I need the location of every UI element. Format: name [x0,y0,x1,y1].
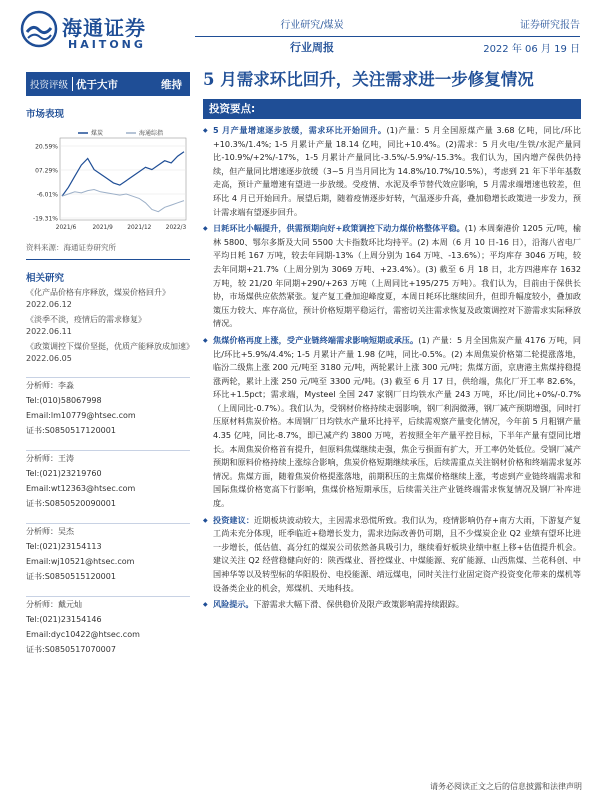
analyst-email[interactable]: Email:wt12363@htsec.com [26,484,136,493]
chart-y-tick-label: 20.59% [35,143,58,151]
key-point [203,598,581,612]
chart-series-line [62,152,184,196]
analyst-cert: 证书:S0850520090001 [26,499,116,508]
sidebar-divider [26,259,190,260]
analyst-card [26,596,190,657]
analyst-tel: Tel:(021)23219760 [26,469,102,478]
report-date: 2022 年 06 月 19 日 [483,44,580,55]
related-research-list [26,286,194,365]
analyst-tel: Tel:(021)23154146 [26,615,102,624]
report-title: 5 月需求环比回升，关注需求进一步修复情况 [203,70,534,89]
analyst-name: 分析师：吴杰 [26,527,74,536]
key-point-text: 近期板块波动较大，主因需求恐慌所致。我们认为，疫情影响仍存+南方大雨，下游复产复工尚未充分体现，旺季临近+稳增长发力，需求边际改善仍可期，且不少煤炭企业 Q2 业绩有望环比进一步增长，低估值、高分红的煤炭公司依然备具吸引力，继续看好板块业绩中枢上移+估值提升机会。建议关注 Q2 经营稳健向好的：陕西煤业、晋控煤业、中煤能源、兖矿能源、山西焦煤、兰花科创、中国神华等以及转型标的华阳股份、电投能源、靖远煤电，同时关注行业固定资产投资变化带来的煤机等设备类企业的机会，郑煤机、天地科技。 [213,514,581,593]
chart-legend-label: 煤炭 [91,130,104,137]
chart-legend-label: 海通综指 [139,130,164,137]
related-item[interactable] [26,340,194,365]
haitong-logo-icon [20,10,58,48]
report-category: 行业研究/煤炭 [280,20,344,31]
related-item-title[interactable]: 《化产品价格有序释放，煤炭价格回升》 [26,288,170,297]
analyst-tel: Tel:(010)58067998 [26,396,102,405]
analyst-cert: 证书:S0850517120001 [26,426,116,435]
chart-frame [60,138,186,220]
key-point-text: (1) 本周秦港价 1205 元/吨，榆林 5800、鄂尔多斯及大同 5500 大卡指数环比均持平。(2) 本周（6 月 10 日-16 日），沿海八省电厂平均日耗 167 万吨，较去年同期-13%（上周分别为 164 万吨、-13.6%）；平均库存 3046 万吨，较去年同期+21.7%（上周分别为 3069 万吨、+23.4%）。(3) 截至 6 月 18 日，北方四港库存 1632 万吨，较 21/20 年同期+290/+263 万吨（上周同比+195/275 万吨）。我们认为，目前由于保供长协，市场煤供应依然紧张。复产复工叠加迎峰度夏，本周日耗环比继续回升，但即升幅度较小，叠加政策压力较大、库存高位，预计价格短期平稳运行，需密切关注需求恢复及政策调控对下游需求实际释放情况。 [213,223,581,329]
key-point-lead: 5 月产量增速逐步放缓，需求环比开始回升。 [213,125,387,135]
rating-label: 投资评级 [30,80,69,91]
rating-bar [26,72,190,96]
analyst-email[interactable]: Email:lm10779@htsec.com [26,411,136,420]
analyst-name: 分析师：王涛 [26,454,74,463]
related-item[interactable] [26,313,190,338]
rating-separator [72,77,73,91]
sidebar [26,72,194,657]
chart-y-tick-label: -6.01% [36,191,58,199]
analyst-name: 分析师：李淼 [26,381,74,390]
key-point-text: 下游需求大幅下滑、保供稳价及限产政策影响需持续跟踪。 [253,599,464,610]
key-point-lead: 日耗环比小幅提升，供需预期向好+政策调控下动力煤价格整体平稳。 [213,223,465,234]
related-item-title[interactable]: 《政策调控下煤价坚挺，优质产能释放成加速》 [26,342,194,351]
analyst-email[interactable]: Email:wj10521@htsec.com [26,557,135,566]
chart-series-line [62,190,184,212]
key-points-list [203,124,581,612]
related-item-date: 2022.06.12 [26,300,72,309]
analyst-cert: 证书:S0850515120001 [26,572,116,581]
related-item-date: 2022.06.05 [26,354,72,363]
analyst-card [26,523,190,584]
chart-y-tick-label: -19.31% [32,215,58,223]
brand-name-cn: 海通证券 [62,16,146,40]
analyst-name: 分析师：戴元灿 [26,600,82,609]
chart-x-tick-label: 2021/9 [92,225,113,231]
key-point [203,222,581,331]
main-content [203,68,581,615]
analyst-cert: 证书:S0850517070007 [26,645,116,654]
brand-name-en: HAITONG [68,38,146,51]
company-logo [20,10,170,54]
report-meta-block [450,16,580,55]
key-points-header: 投资要点: [203,99,581,119]
footer-disclaimer: 请务必阅读正文之后的信息披露和法律声明 [430,782,582,791]
market-performance-title: 市场表现 [26,109,65,120]
chart-source: 资料来源：海通证券研究所 [26,243,116,252]
chart-y-tick-label: 07.29% [35,167,58,175]
report-header [0,0,600,62]
related-research-title: 相关研究 [26,273,65,284]
analyst-email[interactable]: Email:dyc10422@htsec.com [26,630,140,639]
analyst-card [26,377,190,438]
key-point-lead: 风险提示。 [213,599,254,610]
market-chart-svg [26,124,190,234]
related-item[interactable] [26,286,190,311]
chart-x-tick-label: 2021/12 [127,225,152,231]
related-item-title[interactable]: 《淡季不淡，疫情后的需求修复》 [26,315,146,324]
related-item-date: 2022.06.11 [26,327,72,336]
chart-x-tick-label: 2021/6 [55,225,77,231]
report-type: 行业周报 [290,41,334,54]
key-point [203,124,581,219]
chart-x-tick-label: 2022/3 [165,225,187,231]
rating-value: 优于大市 [76,78,119,91]
key-point [203,514,581,596]
analyst-card [26,450,190,511]
key-point [203,334,581,511]
key-point-text: (1) 产量：5 月全国焦炭产量 4176 万吨，同比/环比+5.9%/4.4%; 1-5 月累计产量 1.98 亿吨，同比-0.5%。(2) 本周焦炭价格第二轮提涨落地，临汾二级焦上涨 200 元/吨至 3180 元/吨，两轮累计上涨 300 元/吨；焦煤方面，京唐港主焦煤持稳提涨两轮，累计上涨 250 元/吨至 3300 元/吨。(3) 截至 6 月 17 日，供给端，焦化厂开工率 82.6%，环比+1.5pct；需求端，Mysteel 全国 247 家钢厂日均铁水产量 243 万吨，环比/同比+0%/-0.7%（上周同比-0.7%）。我们认为，受钢材价格持续走弱影响，钢厂利润微薄，钢厂减产预期增强，同时打压原材料焦炭价格。本周钢厂日均铁水产量环比持平，后续需观察产量变化情况，今年前 5 月粗钢产量 4.35 亿吨，同比-8.7%，即已减产约 3800 万吨，若按照全年产量平控目标，下半年产量有望同比增长。本周焦炭价格首有提升，但原料焦煤继续走强，焦企亏损面有扩大，开工率仍处低位。受钢厂减产预期和原料价格持续上涨综合影响，焦炭价格短期继续承压，后续需重点关注钢材价格和终端需求复苏情况。焦煤方面，随着焦炭价格提涨落地，前期积压的主焦煤价格继续上涨，考虑到产业链终端需求和国际焦煤价格宽高下行影响，焦煤价格短期承压，后续需关注产业链终端需求恢复情况及钢厂补库进度。 [213,334,581,509]
key-point-lead: 投资建议： [213,514,255,525]
market-performance-chart [26,124,190,234]
key-point-lead: 焦煤价格再度上涨，受产业链终端需求影响短期或承压。 [213,334,419,345]
analyst-tel: Tel:(021)23154113 [26,542,102,551]
rating-action: 维持 [161,78,182,91]
document-type: 证券研究报告 [520,20,580,31]
key-point-text: (1)产量：5 月全国原煤产量 3.68 亿吨，同比/环比+10.3%/1.4%; 1-5 月累计产量 18.14 亿吨，同比+10.4%。(2)需求：5 月火电/生铁/水泥产量同比-10.9%/+2%/-17%，1-5 月累计产量同比-3.5%/-5.9%/-15.3%。我们认为，国内增产保供仍持续，但产量同比增速逐步放缓（3~5 月当月同比为 14.8%/10.7%/10.5%），考虑到 21 年下半年基数走高，预计产量增速有望进一步放缓。受疫情、水泥及季节替代效应影响，5 月需求端增速也较差，但环比 4 月已开始回升。展望后期，随着疫情逐步好转，气温逐步升高，叠加稳增长政策进一步发力，预计需求端有望逐步回升。 [213,125,581,217]
